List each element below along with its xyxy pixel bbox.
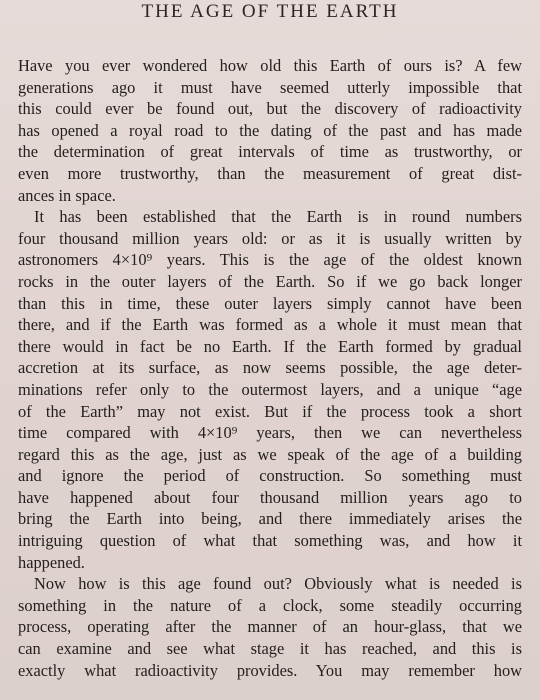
text-line: astronomers 4×10⁹ years. This is the age of the oldest known (18, 250, 522, 270)
text-line: happened. (18, 552, 85, 572)
text-line: ances in space. (18, 185, 116, 205)
text-line: the determination of great intervals of time as trustworthy, or (18, 142, 522, 162)
text-line: have happened about four thousand million years ago to (18, 487, 522, 507)
page-title: THE AGE OF THE EARTH (141, 1, 399, 22)
text-line: can examine and see what stage it has reached, and this is (18, 639, 522, 659)
text-line: something in the nature of a clock, some steadily occurring (18, 595, 522, 615)
text-line: than this in time, these outer layers simply cannot have been (18, 293, 522, 313)
text-line: rocks in the outer layers of the Earth. So if we go back longer (18, 271, 522, 291)
paragraph-1 (18, 55, 522, 206)
text-line: exactly what radioactivity provides. You may remember how (18, 660, 522, 680)
text-line: this could ever be found out, but the discovery of radioactivity (18, 99, 522, 119)
text-line: minations refer only to the outermost layers, and a unique “age (18, 379, 522, 399)
text-line: of the Earth” may not exist. But if the process took a short (18, 401, 522, 421)
text-line: has opened a royal road to the dating of the past and has made (18, 120, 522, 140)
text-line: Have you ever wondered how old this Earth of ours is? A few (18, 56, 522, 75)
text-line: and ignore the period of construction. So something must (18, 466, 522, 486)
paragraph-3 (18, 573, 522, 681)
text-line: accretion at its surface, as now seems possible, the age deter- (18, 358, 522, 378)
text-line: bring the Earth into being, and there immediately arises the (18, 509, 522, 529)
text-line: Now how is this age found out? Obviously what is needed is (34, 574, 522, 594)
text-line: process, operating after the manner of an hour-glass, that we (18, 617, 522, 637)
text-line: regard this as the age, just as we speak of the age of a building (18, 444, 522, 464)
text-line: four thousand million years old: or as it is usually written by (18, 228, 522, 248)
text-line: generations ago it must have seemed utterly impossible that (18, 77, 522, 97)
text-line: there, and if the Earth was formed as a whole it must mean that (18, 315, 522, 335)
text-line: intriguing question of what that something was, and how it (18, 531, 522, 551)
text-line: It has been established that the Earth is in round numbers (34, 207, 522, 227)
paragraph-2 (18, 206, 522, 573)
text-line: even more trustworthy, than the measurement of great dist- (18, 163, 522, 183)
text-line: there would in fact be no Earth. If the Earth formed by gradual (18, 336, 522, 356)
text-line: time compared with 4×10⁹ years, then we can nevertheless (18, 423, 522, 443)
